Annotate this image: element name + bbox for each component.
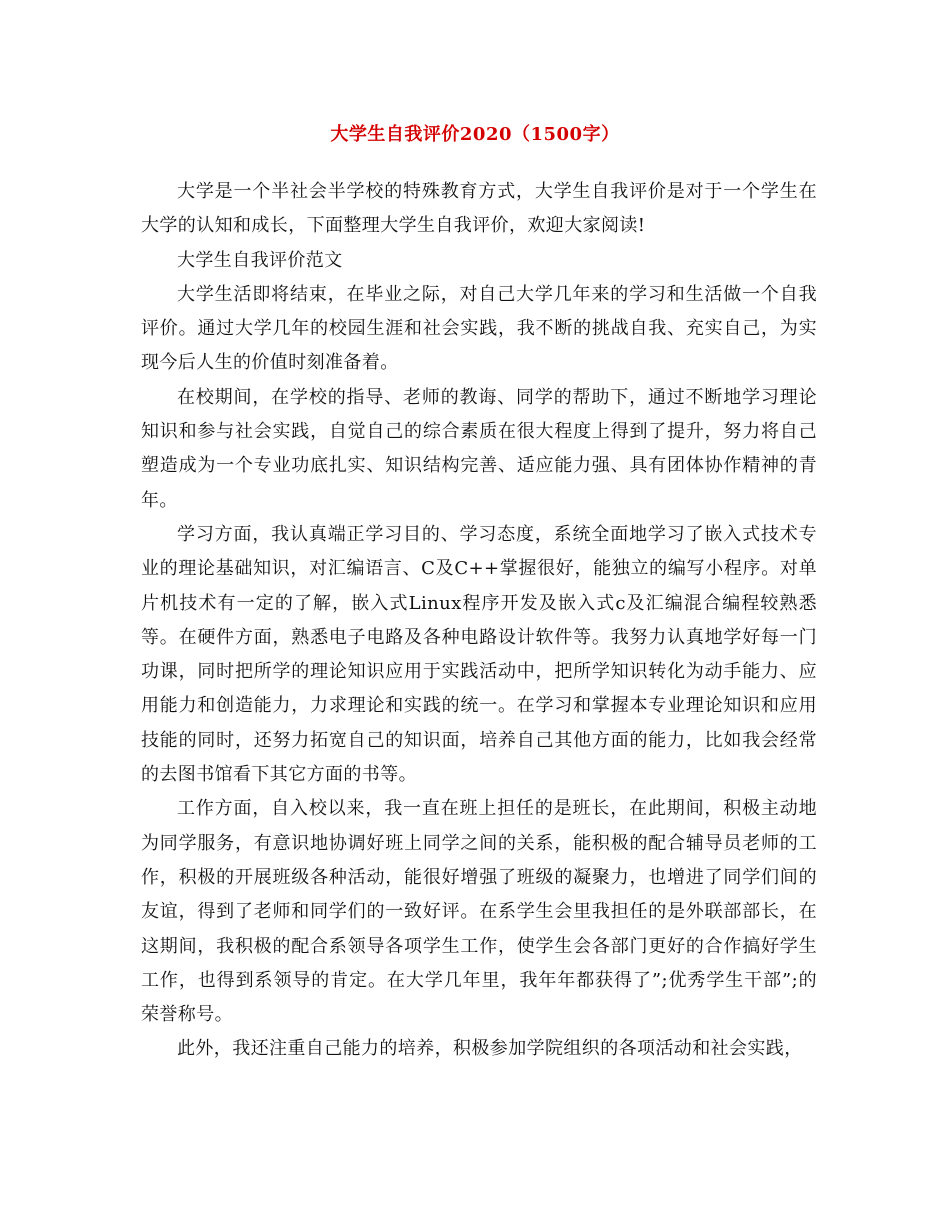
paragraph-intro: 大学是一个半社会半学校的特殊教育方式，大学生自我评价是对于一个学生在大学的认知和成长，下面整理大学生自我评价，欢迎大家阅读!: [141, 181, 817, 237]
paragraph-work: 工作方面，自入校以来，我一直在班上担任的是班长，在此期间，积极主动地为同学服务，有意识地协调好班上同学之间的关系，能积极的配合辅导员老师的工作，积极的开展班级各种活动，能很好增强了班级的凝聚力，也增进了同学们间的友谊，得到了老师和同学们的一致好评。在系学生会里我担任的是外联部部长，在这期间，我积极的配合系领导各项学生工作，使学生会各部门更好的合作搞好学生工作，也得到系领导的肯定。在大学几年里，我年年都获得了”;优秀学生干部”;的荣誉称号。: [141, 798, 817, 1026]
paragraph-overview: 大学生活即将结束，在毕业之际，对自己大学几年来的学习和生活做一个自我评价。通过大学几年的校园生涯和社会实践，我不断的挑战自我、充实自己，为实现今后人生的价值时刻准备着。: [141, 283, 817, 374]
paragraph-study: 学习方面，我认真端正学习目的、学习态度，系统全面地学习了嵌入式技术专业的理论基础知识，对汇编语言、C及C++掌握很好，能独立的编写小程序。对单片机技术有一定的了解，嵌入式Linux程序开发及嵌入式c及汇编混合编程较熟悉等。在硬件方面，熟悉电子电路及各种电路设计软件等。我努力认真地学好每一门功课，同时把所学的理论知识应用于实践活动中，把所学知识转化为动手能力、应用能力和创造能力，力求理论和实践的统一。在学习和掌握本专业理论知识和应用技能的同时，还努力拓宽自己的知识面，培养自己其他方面的能力，比如我会经常的去图书馆看下其它方面的书等。: [141, 523, 817, 786]
paragraph-additional: 此外，我还注重自己能力的培养，积极参加学院组织的各项活动和社会实践，: [177, 1038, 803, 1060]
paragraph-subheading: 大学生自我评价范文: [177, 249, 343, 271]
paragraph-school-period: 在校期间，在学校的指导、老师的教诲、同学的帮助下，通过不断地学习理论知识和参与社会实践，自觉自己的综合素质在很大程度上得到了提升，努力将自己塑造成为一个专业功底扎实、知识结构完善、适应能力强、具有团体协作精神的青年。: [141, 386, 817, 511]
document-title: 大学生自我评价2020（1500字）: [330, 124, 620, 145]
document-body: [141, 175, 817, 1067]
